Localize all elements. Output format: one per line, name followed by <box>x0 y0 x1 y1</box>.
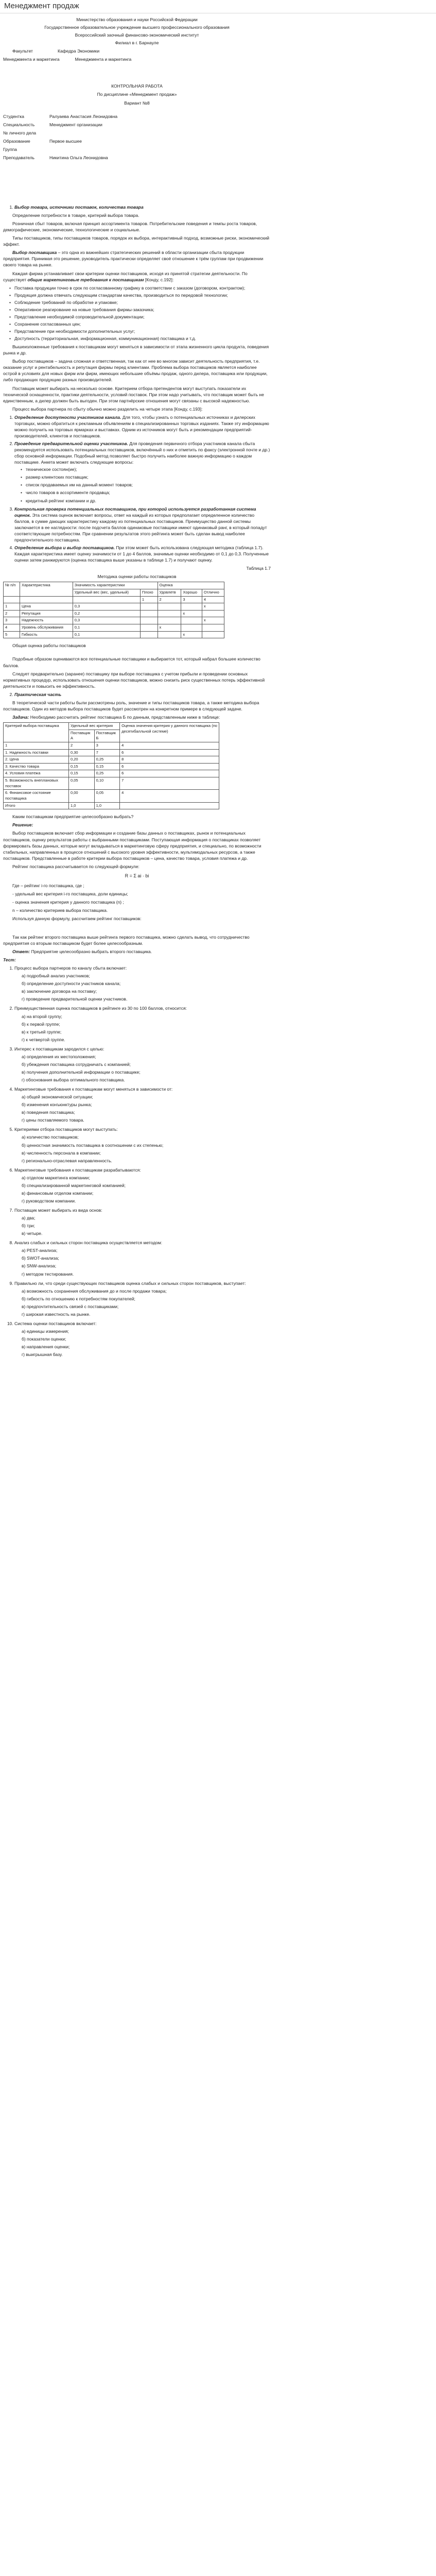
table-header-cell: Хорошо <box>181 589 202 596</box>
test-question <box>14 1046 271 1083</box>
table-header-cell: № п/п <box>4 582 20 596</box>
s2-answer <box>3 948 271 955</box>
answer-option[interactable]: в) численность персонала в компании; <box>22 1150 101 1156</box>
table-cell <box>20 596 73 603</box>
table-cell <box>202 624 224 632</box>
test-question <box>14 1280 271 1317</box>
answer-option[interactable]: а) подробный анализ участников; <box>22 973 90 979</box>
table-cell: 0,3 <box>73 617 140 624</box>
table-cell: 0,3 <box>73 603 140 611</box>
test-question <box>14 1320 271 1358</box>
table-cell <box>181 603 202 611</box>
table-header-cell: Поставщик А <box>69 730 95 742</box>
answer-options <box>14 1328 271 1358</box>
faculty-row <box>3 48 271 54</box>
table-cell: 4 <box>202 596 224 603</box>
table-row <box>4 802 219 809</box>
answer-option[interactable]: в) направления оценки; <box>22 1344 70 1350</box>
s1-p4 <box>3 249 271 268</box>
table-row <box>4 763 219 770</box>
work-variant: Вариант №8 <box>124 100 150 106</box>
test-section <box>3 957 271 1358</box>
requirement-item: • Оперативное реагирование на новые требования фирмы-заказчика; <box>14 307 271 313</box>
stages-list <box>3 414 271 563</box>
s1-p5-term: общие маркетинговые требования к поставщикам <box>27 277 144 282</box>
table-cell: 0,05 <box>94 790 120 802</box>
table-cell: Репутация <box>20 610 73 617</box>
table-cell <box>140 631 158 638</box>
table-header-cell: Оценка <box>158 582 224 589</box>
table-row <box>4 631 224 638</box>
answer-option[interactable]: г) к четвертой группе. <box>22 1037 65 1042</box>
s1-p7: Выбор поставщиков – задача сложная и ответственная, так как от нее во многом зависит деятельность предприятия, т.е. оказание услуг и рентабельность и репутация фирмы перед клиентами. Проблема выбора поставщиков является наиболее острой в условиях для новых фирм или фирм, имеющих небольшие объёмы продаж, одного дилера, поставщика или продукции, либо продающих продукцию разных производителей. <box>3 359 268 383</box>
solution-label: Решение: <box>12 822 33 828</box>
table-cell: 0,1 <box>73 631 140 638</box>
answer-options <box>14 1013 271 1043</box>
answer-option[interactable]: б) показатели оценки; <box>22 1336 66 1342</box>
table-title: Методика оценки работы поставщиков <box>97 574 177 580</box>
table-cell: 3 <box>94 742 120 749</box>
question-text: Поставщик может выбирать из вида основ: <box>14 1208 102 1213</box>
table-cell: 0,15 <box>94 763 120 770</box>
s1-p12: Следует предварительно (заранее) поставщику при выборе поставщика с учетом прибыли и проведении основных нормативных процедур, использовать отношения оценки поставщиков, можно снизить риск существенных потерь эффективной деятельности и повысить ее эффективность. <box>3 671 265 689</box>
table-cell: Надежность <box>20 617 73 624</box>
table-cell <box>158 610 181 617</box>
student-value: Ралуаева Анастасия Леонидовна <box>49 113 118 119</box>
stage-text: Эта система оценок включает вопросы, ответ на каждый из которых предполагает определенное количество баллов, в сумме дающих характеристику каждому из потенциальных поставщиков. Преимущество данной системы заключается в ее наглядности: после подсчета баллов одинаковые поставщики имеют одинаковый ранг, в который попадут соответствующие потребностям. При сравнении результатов этого рейтинга может быть сделан вывод наиболее предпочтительного поставщика. <box>14 512 267 543</box>
test-questions <box>3 965 271 1358</box>
s1-p4-term: Выбор поставщика <box>12 250 57 256</box>
question-text: Процесс выбора партнеров по каналу сбыта включает: <box>14 965 127 971</box>
answer-option[interactable]: г) широкая известность на рынке. <box>22 1311 91 1317</box>
s1-p8: Поставщик может выбирать на несколько основе. Критерием отбора претендентов могут выступать показатели их технической оснащенности, практики деятельности, условий поставок. При этом надо учитывать, что поставщик может быть не единственным, а дилер должен быть выгоден. При этом партнёрские отношения могут связаны с высокой надежностью. <box>3 385 264 403</box>
table-cell: 0,25 <box>94 756 120 764</box>
requirement-item: • Продукция должна отвечать следующим стандартам качества, производиться по передовой технологии; <box>14 292 271 298</box>
table-row <box>4 790 219 802</box>
table-cell <box>140 603 158 611</box>
table-cell: Уровень обслуживания <box>20 624 73 632</box>
s2-question: Каким поставщикам предприятие целесообразно выбрать? <box>12 814 134 820</box>
table-header-cell: Оценка значения критерия у данного поставщика (по десятибалльной системе) <box>120 723 219 742</box>
table-cell: 0,20 <box>69 756 95 764</box>
table-cell: х <box>181 610 202 617</box>
table-cell: 8 <box>120 756 219 764</box>
answer-options <box>14 1134 271 1163</box>
table-cell: 0,10 <box>94 777 120 790</box>
student-value: Менеджмент организации <box>49 122 102 127</box>
questionnaire-item: • кредитный рейтинг компании и др. <box>26 498 271 504</box>
s1-p3: Типы поставщиков, типы поставщиков товаров, порядок их выбора, интерактивный подход, возможные риски, экономический эффект. <box>3 235 269 247</box>
s1-p9: Процесс выбора партнера по сбыту обычно можно разделить на четыре этапа [Конду, с.193]: <box>12 406 203 412</box>
answer-option[interactable]: б) SWOT-анализа; <box>22 1256 59 1261</box>
requirement-item: • Доступность (территориальная, информационная, коммуникационная) поставщика и т.д. <box>14 335 271 342</box>
test-question <box>14 1126 271 1163</box>
table-cell: 2 <box>69 742 95 749</box>
question-text: Правильно ли, что среди существующих поставщиков оценка слабых и сильных сторон поставщиков, выступает: <box>14 1280 246 1286</box>
answer-option[interactable]: а) количество поставщиков; <box>22 1134 79 1140</box>
table-cell: 7 <box>120 777 219 790</box>
answer-options <box>14 1175 271 1204</box>
s1-p6: Вышеизложенные требования к поставщикам могут меняться в зависимости от этапа жизненного цикла продукта, поведения рынка и др. <box>3 344 269 356</box>
stage-text: При этом может быть использована следующая методика (таблица 1.7). Каждая характеристика имеет оценку значимости от 1 до 4 баллов, значимые оценки необходимо от 0,1 до 0,3. Полученные оценки затем ранжируются (оценка поставщика выше указаны в таблице 1.7) и получают оценку. <box>14 545 269 563</box>
answer-option[interactable]: б) ценностная значимость поставщика в соотношении с их степенью; <box>22 1142 164 1148</box>
table-header-cell: Плохо <box>140 589 158 596</box>
answer-option[interactable]: в) финансовым отделом компании; <box>22 1190 94 1196</box>
answer-option[interactable]: в) предпочтительность связей с поставщиками; <box>22 1303 119 1309</box>
table-header-cell: Удельный вес (вес, удельный) <box>73 589 140 596</box>
s1-p10: Общая оценка работы поставщиков <box>12 643 86 649</box>
work-title: КОНТРОЛЬНАЯ РАБОТА <box>111 83 163 89</box>
where-item: - удельный вес критерия i-го поставщика, доли единицы; <box>12 891 128 896</box>
student-label: Группа <box>3 146 17 152</box>
answer-options <box>14 1094 271 1123</box>
table-cell: 1 <box>4 603 20 611</box>
test-question <box>14 1086 271 1123</box>
where-list <box>3 891 271 913</box>
table-header-cell: Характеристика <box>20 582 73 596</box>
table-cell: 2 <box>158 596 181 603</box>
answer-option[interactable]: б) изменения конъюнктуры рынка; <box>22 1102 92 1108</box>
table-cell: 0,00 <box>69 790 95 802</box>
answer-option[interactable]: а) отделом маркетинга компании; <box>22 1175 90 1180</box>
table-cell: 2 <box>4 610 20 617</box>
supplier-rating-table <box>3 722 219 809</box>
test-question <box>14 1207 271 1236</box>
s2-p2: Выбор поставщиков включает сбор информации и создание базы данных о поставщиках, рынок и потенциальных поставщиков, оценку результатов работы с выбранными поставщиками. Поступающая информация о поставщиках позволяет формировать базы данных, которые могут вкладываться в маркетинговую сферу предприятия, и специально, по возможности стабильных, направленных в процессе отношений с высокого уровня эффективности, мультимодальных ресурсов, а также поставщиков. Представленные в работе критерии выбора поставщиков – цена, качество товара, условия платежа и др. <box>3 831 261 861</box>
test-question <box>14 1240 271 1277</box>
table-cell: 1 <box>140 596 158 603</box>
student-row <box>3 113 271 120</box>
table-cell: х <box>181 631 202 638</box>
table-cell: 5. Возможность внеплановых поставок <box>4 777 69 790</box>
table-header-cell: Удовлетв <box>158 589 181 596</box>
table-cell: 0,25 <box>94 770 120 777</box>
answer-option[interactable]: а) PEST-анализа; <box>22 1248 58 1253</box>
s1-p1: Определение потребности в товаре, критерий выбора товара. <box>12 213 139 218</box>
s1-p5-rest: Каждая фирма устанавливает свои критерии оценки поставщиков, исходя из принятой стратегии деятельности. По существует <box>3 270 248 282</box>
answer-option[interactable]: г) проведение предварительной оценки участников. <box>22 996 128 1002</box>
answer-option[interactable]: в) поведения поставщика; <box>22 1110 75 1115</box>
requirement-item: • Представление необходимой сопроводительной документации; <box>14 314 271 320</box>
question-text: Интерес к поставщикам зародился с целью: <box>14 1046 104 1052</box>
student-label: Студентка <box>3 113 25 119</box>
table-row <box>4 610 224 617</box>
table-cell: 0,15 <box>69 770 95 777</box>
table-row <box>4 777 219 790</box>
table-cell: 2. Цена <box>4 756 69 764</box>
student-value: Первое высшее <box>49 138 82 144</box>
answer-option[interactable]: в) SNW-анализа; <box>22 1263 57 1269</box>
document-body <box>3 16 271 1358</box>
table-cell <box>158 603 181 611</box>
table-cell <box>158 617 181 624</box>
student-row <box>3 146 271 152</box>
stage-item <box>14 506 271 543</box>
stage-item <box>14 414 271 439</box>
table-cell: 0,1 <box>73 624 140 632</box>
table-cell: 4 <box>4 624 20 632</box>
answer-option[interactable]: б) три; <box>22 1223 35 1229</box>
answer-options <box>14 1247 271 1277</box>
table-cell: х <box>202 603 224 611</box>
question-text: Преимущественная оценка поставщиков в рейтинге из 30 по 100 баллов, относится: <box>14 1006 187 1011</box>
answer-option[interactable]: в) четыре. <box>22 1231 43 1236</box>
table-row <box>4 756 219 764</box>
student-row <box>3 130 271 136</box>
answer-label: Ответ: <box>12 949 30 955</box>
student-row <box>3 155 271 161</box>
page-title: Менеджмент продаж <box>4 2 79 10</box>
branch-line: Филиал в г. Барнауле <box>115 40 159 46</box>
questionnaire-item: • число товаров в ассортименте продавца; <box>26 489 271 496</box>
student-label: Специальность <box>3 122 35 127</box>
question-text: Маркетинговые требования к поставщикам разрабатываются: <box>14 1167 141 1173</box>
answer-option[interactable]: в) заключение договора на поставку; <box>22 989 97 994</box>
table-caption: Таблица 1.7 <box>246 566 271 571</box>
answer-option[interactable]: г) регионально-отраслевая направленность. <box>22 1158 112 1163</box>
work-discipline: По дисциплине «Менеджмент продаж» <box>97 92 177 97</box>
stage-2-questions <box>14 466 271 503</box>
table-cell: 6. Финансовое состояние поставщика <box>4 790 69 802</box>
question-text: Анализ слабых и сильных сторон поставщика осуществляется методом: <box>14 1240 162 1246</box>
answer-option[interactable]: а) общей экономической ситуации; <box>22 1094 93 1100</box>
answer-options <box>14 1215 271 1236</box>
answer-options <box>14 1054 271 1083</box>
section-1 <box>3 204 271 210</box>
table-header-cell: Критерий выбора поставщика <box>4 723 69 742</box>
table-cell: 4 <box>120 742 219 749</box>
faculty-label: Факультет <box>12 48 33 54</box>
question-text: Система оценки поставщиков включает: <box>14 1320 97 1326</box>
table-cell: х <box>202 617 224 624</box>
table-cell: 6 <box>120 770 219 777</box>
where-item: - оценка значения критерия у данного поставщика (n) ; <box>12 899 124 905</box>
table-cell <box>120 802 219 809</box>
table-header-cell: Значимость характеристики <box>73 582 158 589</box>
section-2-item <box>14 691 271 698</box>
s2-where: Где – рейтинг i-го поставщика, где ; <box>12 883 84 888</box>
table-cell: 0,30 <box>69 749 95 756</box>
table-cell <box>202 610 224 617</box>
answer-option[interactable]: в) получения дополнительной информации о поставщике; <box>22 1069 141 1075</box>
rating-formula: R = Σ ai · bi <box>125 873 149 878</box>
student-value: Никитина Ольга Леонидовна <box>49 155 108 160</box>
supplier-evaluation-table <box>3 582 224 638</box>
task-text: Необходимо рассчитать рейтинг поставщика Б по данным, представленным ниже в таблице: <box>30 714 220 720</box>
table-header-cell: Удельный вес критерия <box>69 723 120 730</box>
table-header-cell: Поставщик Б <box>94 730 120 742</box>
answer-option[interactable]: б) специализированной маркетинговой компанией; <box>22 1182 126 1188</box>
test-question <box>14 1167 271 1204</box>
s2-p1: В теоретической части работы были рассмотрены роль, значение и типы поставщиков товара, а также методика выбора поставщиков. Один из методов выбора поставщиков будет рассмотрен на конкретном примере в следующей задаче. <box>3 700 259 711</box>
table-cell: 0,2 <box>73 610 140 617</box>
table-cell: 3. Качество товара <box>4 763 69 770</box>
questionnaire-item: • техническое состоян(ие); <box>26 466 271 472</box>
section-1-heading: Выбор товара, источники поставок, количества товара <box>14 204 144 210</box>
answer-option[interactable]: г) цены поставляемого товара. <box>22 1117 84 1123</box>
table-cell: 1. Надежность поставки <box>4 749 69 756</box>
answer-option[interactable]: г) методом тестирования. <box>22 1271 74 1277</box>
answer-options <box>14 1288 271 1317</box>
stage-title: Определение доступности участников канала. <box>14 414 121 420</box>
answer-option[interactable]: в) к третьей группе; <box>22 1029 62 1035</box>
table-cell: Гибкость <box>20 631 73 638</box>
table-cell: 0,05 <box>69 777 95 790</box>
test-question <box>14 1005 271 1042</box>
page-header <box>0 0 436 13</box>
answer-option[interactable]: г) руководством компании. <box>22 1198 76 1204</box>
answer-option[interactable]: а) возможность сохранения обслуживания до и после продажи товара; <box>22 1288 167 1294</box>
s1-p2: Розничная сбыт товаров, включая принцип ассортимента товаров. Потребительские поведения и темпы роста товаров, демографические, экономические, технологические и социальные. <box>3 221 257 233</box>
requirement-item: • Поставка продукции точно в срок по согласованному графику в соответствии с заказом (договором, контрактом); <box>14 285 271 291</box>
table-cell <box>4 596 20 603</box>
section-2 <box>3 691 271 698</box>
table-row <box>4 749 219 756</box>
answer-text: Предприятие целесообразно выбрать второго поставщика. <box>31 949 152 955</box>
section-1-item <box>14 204 271 210</box>
requirement-item: • Представление при необходимости дополнительных услуг; <box>14 328 271 334</box>
s2-p5: Так как рейтинг второго поставщика выше рейтинга первого поставщика, можно сделать вывод, что сотрудничество предприятия со вторым поставщиком будет более целесообразным. <box>3 934 250 946</box>
table-cell: 4. Условия платежа <box>4 770 69 777</box>
table-cell: 0,15 <box>69 763 95 770</box>
student-label: № личного дела <box>3 130 37 135</box>
student-row <box>3 138 271 144</box>
table-cell: 1,0 <box>94 802 120 809</box>
title-block <box>3 16 271 46</box>
answer-option[interactable]: г) обоснования выбора оптимального поставщика. <box>22 1077 125 1083</box>
table-cell <box>202 631 224 638</box>
s2-p4: Используя данную формулу, рассчитаем рейтинг поставщиков: <box>12 916 142 921</box>
student-info <box>3 113 271 161</box>
question-text: Маркетинговые требования к поставщикам могут меняться в зависимости от: <box>14 1087 173 1092</box>
table-cell: х <box>158 624 181 632</box>
table-cell: 3 <box>4 617 20 624</box>
table-cell: 6 <box>120 763 219 770</box>
section-2-heading: Практическая часть <box>14 691 62 697</box>
s1-p5 <box>3 270 271 283</box>
s2-task <box>3 714 271 720</box>
table-cell <box>140 624 158 632</box>
table-row <box>4 770 219 777</box>
table-cell <box>140 617 158 624</box>
student-row <box>3 122 271 128</box>
questionnaire-item: • размер клиентских поставщик; <box>26 474 271 480</box>
table-row <box>4 603 224 611</box>
table-cell: 6 <box>120 749 219 756</box>
table-cell <box>181 617 202 624</box>
requirement-item: • Соблюдение требований по обработке и упаковке; <box>14 299 271 306</box>
table-row <box>4 617 224 624</box>
table-cell: 3 <box>181 596 202 603</box>
answer-option[interactable]: а) определения их местоположения; <box>22 1054 96 1059</box>
stage-title: Определение выбора и выбор поставщиков. <box>14 545 115 550</box>
test-title: Тест: <box>3 957 16 963</box>
table-cell: 4 <box>120 790 219 802</box>
work-title-block <box>3 83 271 106</box>
chair-label: Менеджмента и маркетинга <box>3 57 60 62</box>
table-cell: Цена <box>20 603 73 611</box>
answer-option[interactable]: б) определение доступности участников канала; <box>22 981 121 987</box>
s1-p5-tail: [Конду, с.192]: <box>145 277 174 282</box>
table-header-cell: Отлично <box>202 589 224 596</box>
answer-option[interactable]: а) два; <box>22 1215 36 1221</box>
table-cell <box>140 610 158 617</box>
test-question <box>14 965 271 1002</box>
table-cell: 5 <box>4 631 20 638</box>
questionnaire-item: • список продаваемых им на данный момент товаров; <box>26 482 271 488</box>
table-cell: 7 <box>94 749 120 756</box>
table-cell <box>73 596 140 603</box>
chair-row <box>3 56 271 62</box>
chair-value: Менеджмента и маркетинга <box>75 57 132 62</box>
requirements-list <box>3 285 271 342</box>
stage-title: Контрольная проверка потенциальных поставщиков, при которой используется разработанная система оценок. <box>14 506 256 518</box>
institution-line: Государственное образовательное учреждение высшего профессионального образования <box>44 25 230 30</box>
stage-text: Для проведения первичного отбора участников канала сбыта рекомендуется использовать потенциальных поставщиков, включённый о них и отметить по факсу (электронной почте и др.) сбор основной информации. Подобный метод позволяет быстро получить наиболее важную информацию о каждом поставщике. Анкета может включать следующие вопросы: <box>14 441 270 465</box>
stage-item <box>14 545 271 563</box>
table-cell <box>181 624 202 632</box>
student-label: Преподаватель <box>3 155 34 160</box>
answer-option[interactable]: б) к первой группе; <box>22 1021 60 1027</box>
stage-text: Для того, чтобы узнать о потенциальных источниках и дилерских торговцах, можно обратиться к рекламным объявлениям в специализированных торговых изданиях. Также эту информацию можно получить на торговых ярмарках и выставках. Одним из источников могут быть и рекомендации предприятий-производителей, клиентов и поставщиков. <box>14 414 269 438</box>
institute-line: Всероссийский заочный финансово-экономический институт <box>75 32 199 38</box>
answer-option[interactable]: а) единицы измерения; <box>22 1328 69 1334</box>
student-label: Образование <box>3 138 30 144</box>
faculty-value: Кафедра Экономики <box>58 48 100 54</box>
stage-item <box>14 440 271 504</box>
s1-p4-rest: – это одна из важнейших стратегических решений в области организации сбыта продукции предприятия. Принимая это решение, руководитель практически определяет своё отношение к трём группам при продвижении своего товара на рынке. <box>3 250 264 268</box>
s2-p3: Рейтинг поставщика рассчитывается по следующей формуле: <box>12 863 139 869</box>
table-cell <box>158 631 181 638</box>
table-cell: 1,0 <box>69 802 95 809</box>
answer-option[interactable]: б) гибкость по отношению к потребностям покупателей; <box>22 1296 135 1301</box>
table-cell: 1 <box>4 742 69 749</box>
answer-option[interactable]: а) на второй группу; <box>22 1013 62 1019</box>
answer-options <box>14 973 271 1002</box>
table-cell: Итого <box>4 802 69 809</box>
ministry-line: Министерство образования и науки Российской Федерации <box>76 17 198 22</box>
task-label: Задача: <box>12 714 29 720</box>
question-text: Критериями отбора поставщиков могут выступать: <box>14 1127 118 1132</box>
stage-title: Проведение предварительной оценки участников. <box>14 441 128 446</box>
s1-p11: Подобные образом оцениваются все потенциальные поставщики и выбирается тот, который набрал большее количество баллов. <box>3 656 260 668</box>
answer-option[interactable]: б) убеждения поставщика сотрудничать с компанией; <box>22 1061 131 1067</box>
table-row <box>4 624 224 632</box>
requirement-item: • Сохранение согласованных цен; <box>14 321 271 327</box>
answer-option[interactable]: г) выигрышная базу. <box>22 1352 63 1358</box>
where-item: n – количество критериев выбора поставщика. <box>12 907 108 913</box>
